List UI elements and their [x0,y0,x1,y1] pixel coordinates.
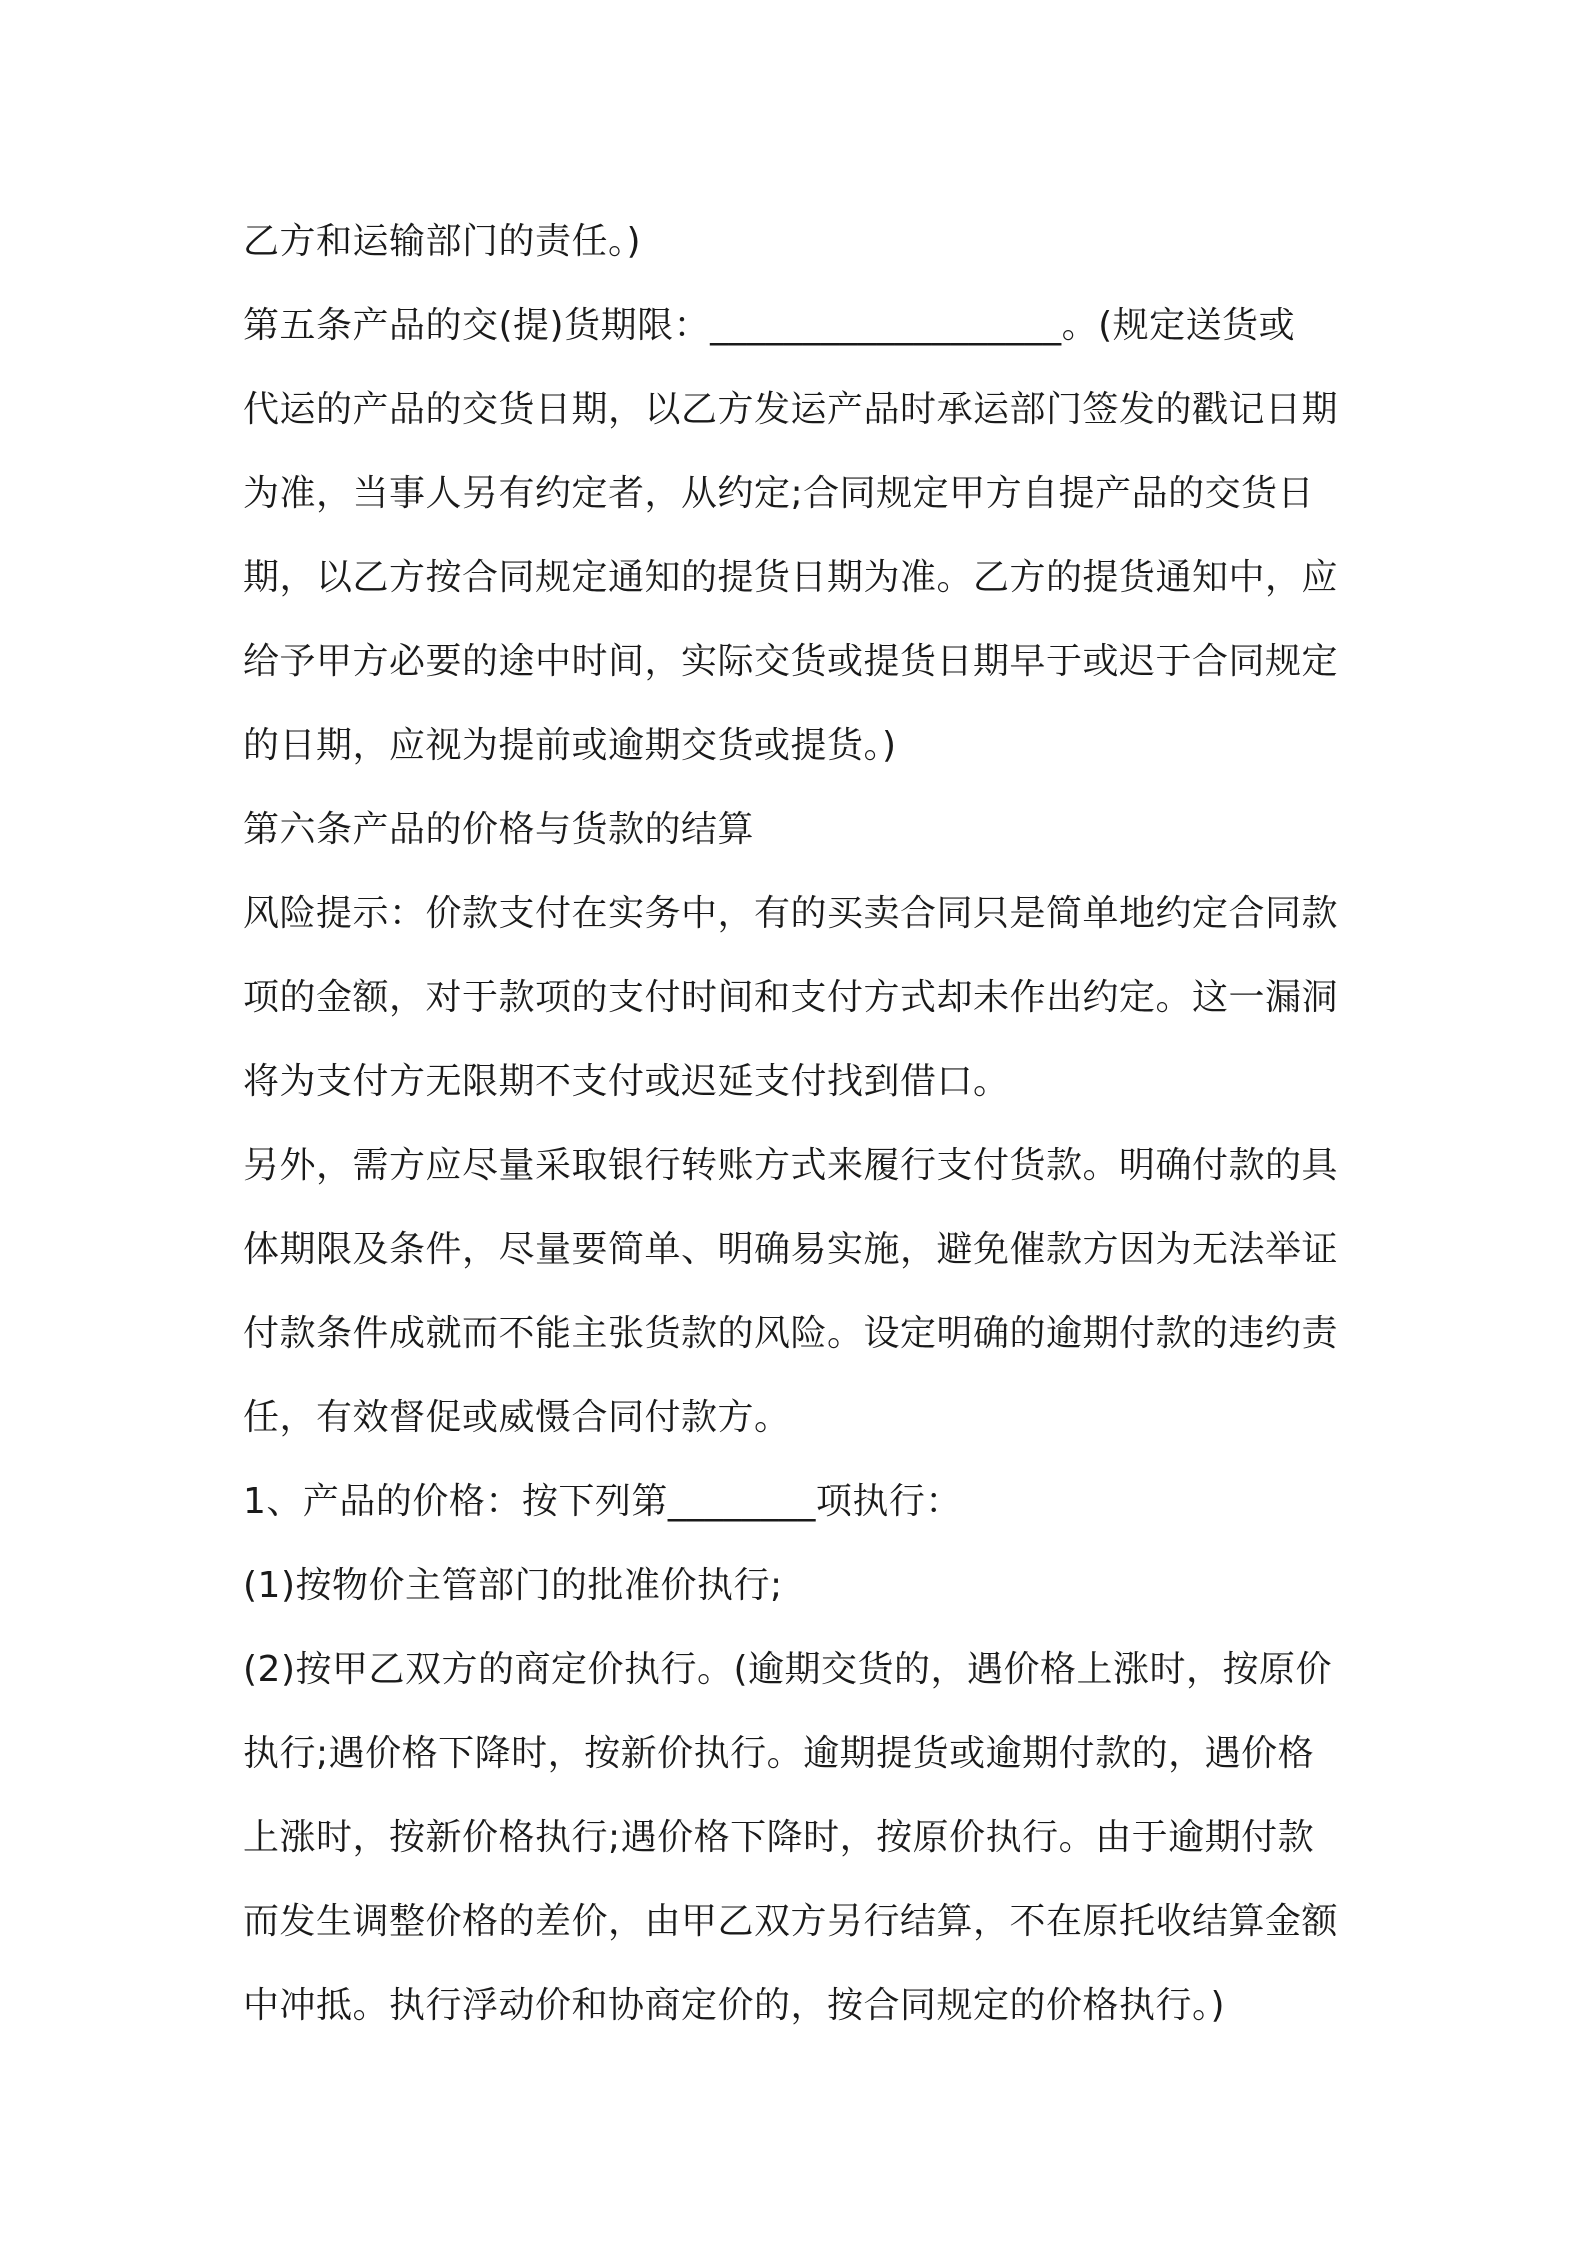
text-line: (2)按甲乙双方的商定价执行。(逾期交货的，遇价格上涨时，按原价 [243,1649,1333,1690]
text-line: 另外，需方应尽量采取银行转账方式来履行支付货款。明确付款的具 [243,1145,1339,1186]
text-line: 而发生调整价格的差价，由甲乙双方另行结算，不在原托收结算金额 [243,1901,1339,1942]
text-line: 风险提示：价款支付在实务中，有的买卖合同只是简单地约定合同款 [243,893,1339,934]
section-heading: 第六条产品的价格与货款的结算 [243,809,755,850]
text-line: 体期限及条件，尽量要简单、明确易实施，避免催款方因为无法举证 [243,1229,1339,1270]
text-line: 第五条产品的交(提)货期限：___________________。(规定送货或 [243,305,1296,346]
text-line: 1、产品的价格：按下列第________项执行： [243,1481,962,1522]
text-line: 项的金额，对于款项的支付时间和支付方式却未作出约定。这一漏洞 [243,977,1339,1018]
text-line: 执行;遇价格下降时，按新价执行。逾期提货或逾期付款的，遇价格 [243,1733,1315,1774]
text-line: 将为支付方无限期不支付或迟延支付找到借口。 [243,1061,1010,1102]
text-line: 期，以乙方按合同规定通知的提货日期为准。乙方的提货通知中，应 [243,557,1339,598]
text-line: 为准，当事人另有约定者，从约定;合同规定甲方自提产品的交货日 [243,473,1315,514]
text-line: 付款条件成就而不能主张货款的风险。设定明确的逾期付款的违约责 [243,1313,1339,1354]
text-line: 的日期，应视为提前或逾期交货或提货。) [243,725,897,766]
text-line: 上涨时，按新价格执行;遇价格下降时，按原价执行。由于逾期付款 [243,1817,1315,1858]
text-line: 代运的产品的交货日期，以乙方发运产品时承运部门签发的戳记日期 [243,389,1339,430]
text-line: 乙方和运输部门的责任。) [243,221,642,262]
text-line: 中冲抵。执行浮动价和协商定价的，按合同规定的价格执行。) [243,1985,1226,2026]
document-body [243,200,1363,2048]
text-line: 任，有效督促或威慑合同付款方。 [243,1397,791,1438]
text-line: (1)按物价主管部门的批准价执行; [243,1565,783,1606]
text-line: 给予甲方必要的途中时间，实际交货或提货日期早于或迟于合同规定 [243,641,1339,682]
